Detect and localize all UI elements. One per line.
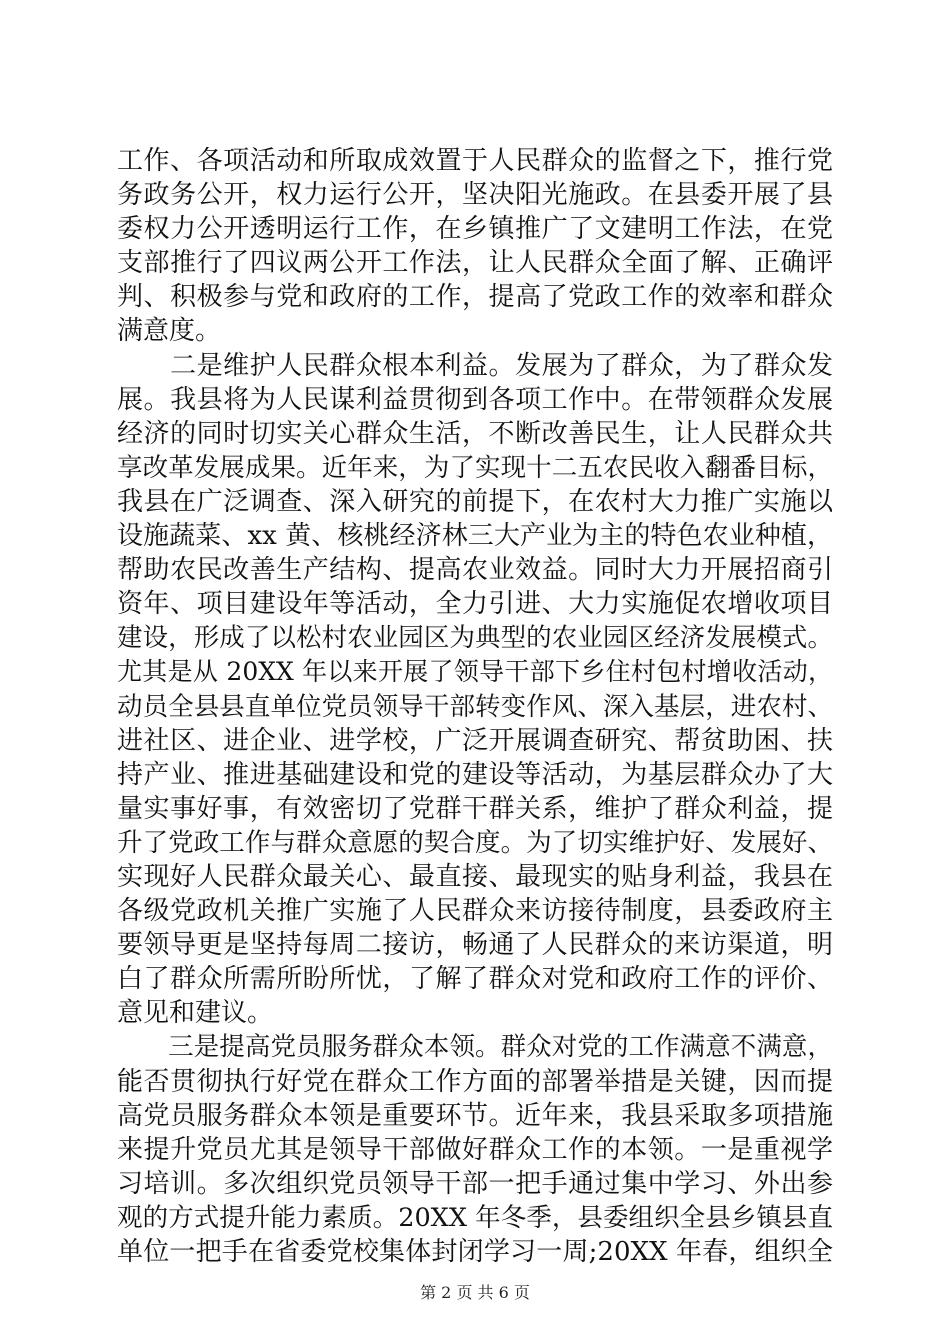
text-line: 高党员服务群众本领是重要环节。近年来，我县采取多项措施 bbox=[117, 1100, 833, 1131]
text-line: 设施蔬菜、xx 黄、核桃经济林三大产业为主的特色农业种植， bbox=[117, 521, 833, 552]
text-line: 二是维护人民群众根本利益。发展为了群众，为了群众发 bbox=[117, 350, 833, 381]
text-line: 各级党政机关推广实施了人民群众来访接待制度，县委政府主 bbox=[117, 896, 833, 927]
text-line: 持产业、推进基础建设和党的建设等活动，为基层群众办了大 bbox=[117, 759, 833, 790]
text-line: 白了群众所需所盼所忧，了解了群众对党和政府工作的评价、 bbox=[117, 964, 833, 995]
text-line: 意见和建议。 bbox=[117, 998, 274, 1029]
text-line: 我县在广泛调查、深入研究的前提下，在农村大力推广实施以 bbox=[117, 486, 833, 517]
text-line: 进社区、进企业、进学校，广泛开展调查研究、帮贫助困、扶 bbox=[117, 725, 833, 756]
body-text bbox=[117, 144, 833, 1269]
text-line: 动员全县县直单位党员领导干部转变作风、深入基层，进农村、 bbox=[117, 691, 833, 722]
text-line: 观的方式提升能力素质。20XX 年冬季，县委组织全县乡镇县直 bbox=[117, 1202, 833, 1233]
text-line: 习培训。多次组织党员领导干部一把手通过集中学习、外出参 bbox=[117, 1168, 833, 1199]
text-line: 升了党政工作与群众意愿的契合度。为了切实维护好、发展好、 bbox=[117, 827, 833, 858]
text-line: 享改革发展成果。近年来，为了实现十二五农民收入翻番目标， bbox=[117, 452, 833, 483]
text-line: 三是提高党员服务群众本领。群众对党的工作满意不满意， bbox=[117, 1032, 833, 1063]
text-line: 帮助农民改善生产结构、提高农业效益。同时大力开展招商引 bbox=[117, 555, 833, 586]
text-line: 满意度。 bbox=[117, 316, 222, 347]
text-line: 经济的同时切实关心群众生活，不断改善民生，让人民群众共 bbox=[117, 418, 833, 449]
text-line: 单位一把手在省委党校集体封闭学习一周;20XX 年春，组织全 bbox=[117, 1237, 833, 1267]
text-line: 来提升党员尤其是领导干部做好群众工作的本领。一是重视学 bbox=[117, 1134, 833, 1165]
text-line: 务政务公开，权力运行公开，坚决阳光施政。在县委开展了县 bbox=[117, 180, 833, 211]
text-line: 判、积极参与党和政府的工作，提高了党政工作的效率和群众 bbox=[117, 282, 833, 313]
text-line: 实现好人民群众最关心、最直接、最现实的贴身利益，我县在 bbox=[117, 861, 833, 892]
page-footer: 第 2 页 共 6 页 bbox=[420, 1283, 530, 1302]
text-line: 支部推行了四议两公开工作法，让人民群众全面了解、正确评 bbox=[117, 248, 833, 279]
text-line: 展。我县将为人民谋利益贯彻到各项工作中。在带领群众发展 bbox=[117, 384, 833, 415]
text-line: 量实事好事，有效密切了党群干群关系，维护了群众利益，提 bbox=[117, 793, 833, 824]
text-line: 资年、项目建设年等活动，全力引进、大力实施促农增收项目 bbox=[117, 589, 833, 620]
text-line: 尤其是从 20XX 年以来开展了领导干部下乡住村包村增收活动， bbox=[117, 657, 833, 687]
text-line: 要领导更是坚持每周二接访，畅通了人民群众的来访渠道，明 bbox=[117, 930, 833, 961]
text-line: 委权力公开透明运行工作，在乡镇推广了文建明工作法，在党 bbox=[117, 214, 833, 245]
text-line: 建设，形成了以松村农业园区为典型的农业园区经济发展模式。 bbox=[117, 623, 833, 654]
text-line: 工作、各项活动和所取成效置于人民群众的监督之下，推行党 bbox=[117, 146, 833, 176]
text-line: 能否贯彻执行好党在群众工作方面的部署举措是关键，因而提 bbox=[117, 1066, 833, 1097]
